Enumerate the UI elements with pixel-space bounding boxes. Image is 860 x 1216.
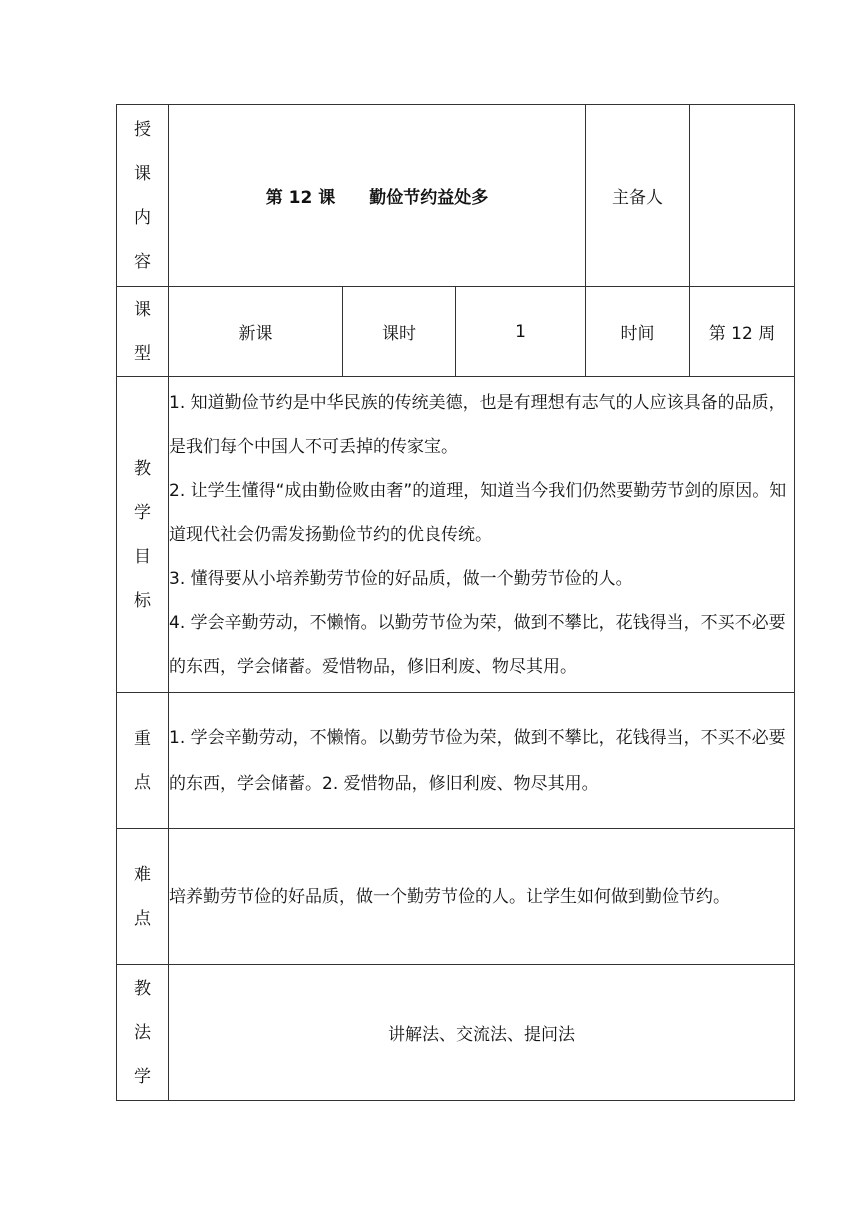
key-points-content: 1. 学会辛勤劳动，不懒惰。以勤劳节俭为荣，做到不攀比，花钱得当，不买不必要的东西，学会储蓄。2. 爱惜物品，修旧利废、物尽其用。: [169, 693, 795, 829]
label-preparer: 主备人: [586, 105, 690, 287]
label-lesson-content: 授 课 内 容: [117, 105, 169, 287]
objective-item: 3. 懂得要从小培养勤劳节俭的好品质，做一个勤劳节俭的人。: [169, 568, 633, 589]
row-lesson-content: [117, 105, 795, 287]
objective-item: 2. 让学生懂得“成由勤俭败由奢”的道理，知道当今我们仍然要勤劳节剑的原因。知道现代社会仍需发扬勤俭节约的优良传统。: [169, 480, 787, 545]
row-objectives: [117, 377, 795, 693]
lesson-title: [169, 105, 586, 287]
label-methods: 教 法 学: [117, 965, 169, 1101]
objectives-content: [169, 377, 795, 693]
value-lesson-type: 新课: [169, 287, 343, 377]
row-difficulties: [117, 829, 795, 965]
lesson-number: 第 12 课: [265, 188, 336, 208]
value-time: 第 12 周: [690, 287, 795, 377]
lesson-plan-table: [116, 104, 795, 1101]
label-class-hours: 课时: [343, 287, 456, 377]
objective-item: 1. 知道勤俭节约是中华民族的传统美德，也是有理想有志气的人应该具备的品质，是我们每个中国人不可丢掉的传家宝。: [169, 392, 786, 457]
label-key-points: 重 点: [117, 693, 169, 829]
objective-item: 4. 学会辛勤劳动，不懒惰。以勤劳节俭为荣，做到不攀比，花钱得当，不买不必要的东西，学会储蓄。爱惜物品，修旧利废、物尽其用。: [169, 612, 786, 677]
methods-content: 讲解法、交流法、提问法: [169, 965, 795, 1101]
value-class-hours: 1: [456, 287, 586, 377]
value-preparer: [690, 105, 795, 287]
lesson-name: 勤俭节约益处多: [369, 188, 489, 208]
row-lesson-type: [117, 287, 795, 377]
label-objectives: 教 学 目 标: [117, 377, 169, 693]
row-methods: [117, 965, 795, 1101]
row-key-points: [117, 693, 795, 829]
label-time: 时间: [586, 287, 690, 377]
difficulties-content: 培养勤劳节俭的好品质，做一个勤劳节俭的人。让学生如何做到勤俭节约。: [169, 829, 795, 965]
label-difficulties: 难 点: [117, 829, 169, 965]
label-lesson-type: 课 型: [117, 287, 169, 377]
